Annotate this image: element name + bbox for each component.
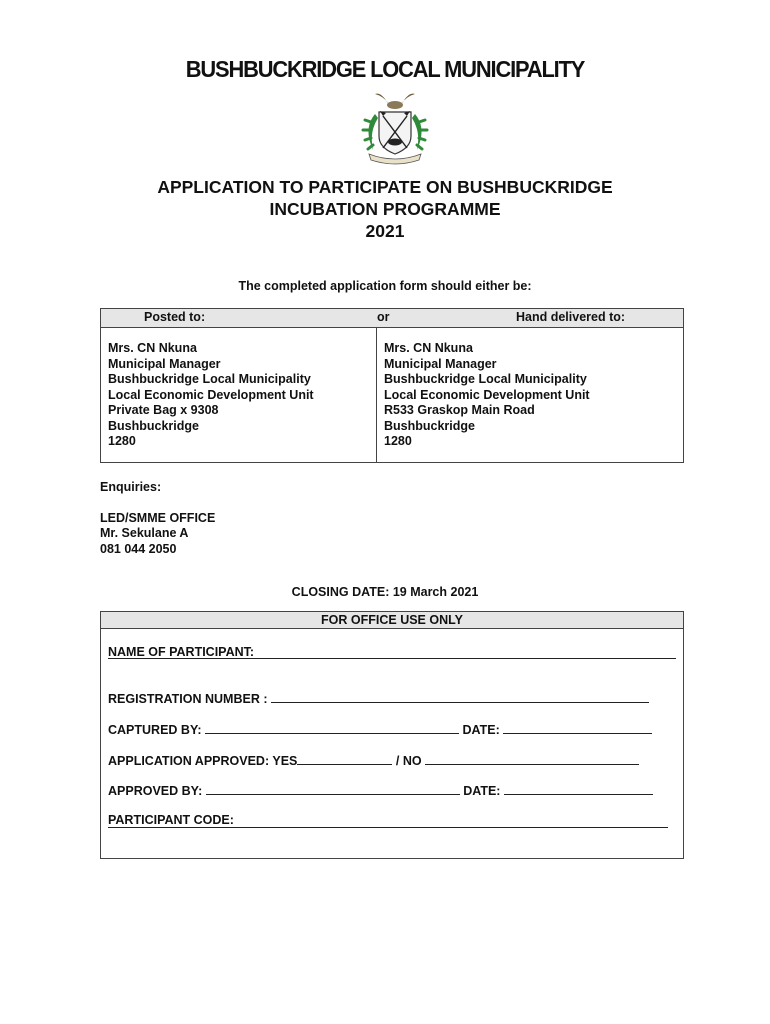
application-approved-row (108, 753, 639, 768)
enquiries-phone: 081 044 2050 (100, 541, 177, 556)
approved-by-field[interactable] (206, 783, 460, 795)
application-approved-label: APPLICATION APPROVED: YES (108, 754, 298, 768)
closing-date: CLOSING DATE: 19 March 2021 (291, 585, 479, 599)
captured-by-field[interactable] (205, 722, 459, 734)
enquiries-office: LED/SMME OFFICE (100, 510, 216, 525)
postal-address-line: Local Economic Development Unit (108, 387, 314, 402)
approved-date-label: DATE: (463, 784, 501, 798)
captured-by-row (108, 722, 652, 737)
title-line-1: APPLICATION TO PARTICIPATE ON BUSHBUCKRIDGE (157, 177, 613, 197)
municipal-coat-of-arms-icon (345, 88, 445, 168)
address-box (100, 308, 684, 463)
postal-address-line: Municipal Manager (108, 356, 221, 371)
approved-by-label: APPROVED BY: (108, 784, 203, 798)
column-divider (376, 327, 377, 463)
captured-by-label: CAPTURED BY: (108, 723, 202, 737)
captured-date-label: DATE: (462, 723, 500, 737)
or-label: or (377, 310, 390, 324)
posted-to-label: Posted to: (144, 310, 206, 324)
registration-number-field[interactable] (271, 691, 649, 703)
participant-code-field[interactable] (108, 827, 668, 828)
enquiries-contact: Mr. Sekulane A (100, 526, 189, 540)
hand-address-line: Bushbuckridge (384, 418, 475, 433)
participant-name-field[interactable] (108, 658, 676, 659)
participant-code-label: PARTICIPANT CODE: (108, 813, 234, 827)
hand-address-line: R533 Graskop Main Road (384, 403, 535, 417)
hand-delivery-address (384, 341, 590, 450)
approved-no-field[interactable] (425, 753, 639, 765)
approved-by-row (108, 783, 653, 798)
approved-yes-field[interactable] (297, 753, 392, 765)
submission-note: The completed application form should either be: (238, 279, 532, 293)
title-year: 2021 (365, 221, 405, 241)
participant-name-label: NAME OF PARTICIPANT: (108, 645, 255, 659)
registration-number-row (108, 691, 649, 706)
hand-delivered-label: Hand delivered to: (516, 310, 626, 324)
enquiries-section (100, 480, 215, 557)
postal-address (108, 341, 314, 450)
postal-address-line: Mrs. CN Nkuna (108, 341, 197, 355)
title-line-2: INCUBATION PROGRAMME (269, 199, 501, 219)
office-use-heading: FOR OFFICE USE ONLY (101, 612, 683, 629)
hand-address-line: 1280 (384, 434, 412, 448)
postal-address-line: Bushbuckridge (108, 418, 199, 433)
postal-address-line: 1280 (108, 434, 136, 448)
postal-address-line: Bushbuckridge Local Municipality (108, 372, 311, 386)
address-box-header (101, 309, 683, 328)
captured-date-field[interactable] (503, 722, 652, 734)
postal-address-line: Private Bag x 9308 (108, 403, 219, 417)
hand-address-line: Bushbuckridge Local Municipality (384, 372, 587, 386)
hand-address-line: Local Economic Development Unit (384, 387, 590, 402)
hand-address-line: Municipal Manager (384, 356, 497, 371)
approved-date-field[interactable] (504, 783, 653, 795)
registration-number-label: REGISTRATION NUMBER : (108, 692, 268, 706)
enquiries-label: Enquiries: (100, 480, 162, 494)
office-use-box (100, 611, 684, 859)
municipality-title: BUSHBUCKRIDGE LOCAL MUNICIPALITY (185, 56, 585, 82)
hand-address-line: Mrs. CN Nkuna (384, 341, 473, 355)
approved-no-label: / NO (395, 754, 422, 768)
application-title (0, 176, 770, 242)
